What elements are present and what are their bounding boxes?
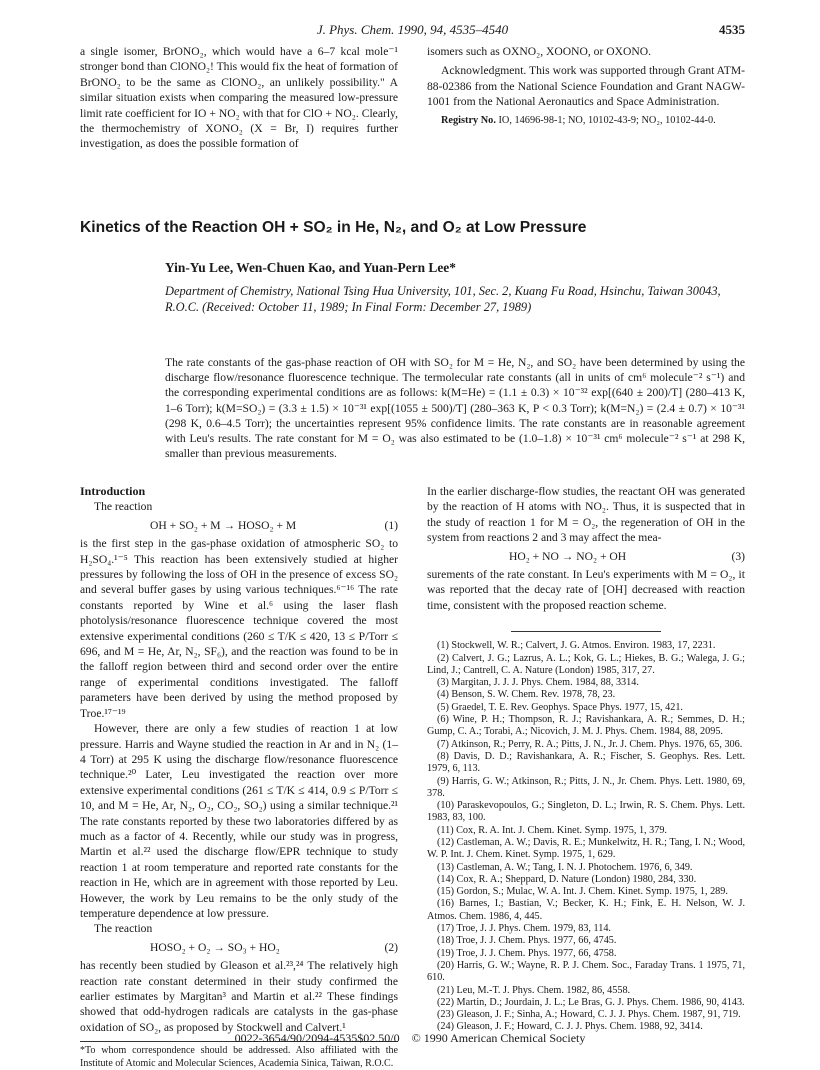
reference-item: (21) Leu, M.-T. J. Phys. Chem. 1982, 86, 4558. — [437, 984, 631, 996]
body-paragraph: However, there are only a few studies of reaction 1 at low pressure. Harris and Wayne studied the reaction in Ar and in N₂ (1–4 Torr) at 295 K using the discharge flow/resonance fluorescence technique.²⁰ Later, Leu investigated the reaction over more extensive experimental conditions (261 ≤ T/K ≤ 414, 0.9 ≤ P/Torr ≤ 10, and M = He, Ar, N₂, O₂, CO₂, SO₂) using a similar technique.²¹ The rate constants reported by these two laboratories differed by as much as a factor of 4. Recently, while our study was in progress, Martin et al.²² used the discharge flow/EPR technique to study reaction 1 at room temperature and reported rate constants for the reaction in He, which are in agreement with those reported by Leu. However, the work by Leu remains to be the only study of the temperature dependence at low pressure. — [80, 722, 398, 920]
body-paragraph: In the earlier discharge-flow studies, the reactant OH was generated by the reaction of H atoms with NO₂. Thus, it is suspected that in the study of reaction 1 for M = O₂, the regeneration of OH in the system from reactions 2 and 3 may affect the mea- — [427, 485, 745, 545]
running-head — [80, 22, 745, 38]
reference-item: (10) Paraskevopoulos, G.; Singleton, D. L.; Irwin, R. S. Chem. Phys. Lett. 1983, 83, 100. — [427, 800, 745, 824]
reference-item: (16) Barnes, I.; Bastian, V.; Becker, K. H.; Fink, E. H. Nelson, W. J. Atmos. Chem. 1986, 4, 445. — [427, 898, 745, 922]
equation-1 — [80, 518, 398, 533]
reference-item: (2) Calvert, J. G.; Lazrus, A. L.; Kok, G. L.; Hiekes, B. G.; Walega, J. G.; Lind, J.; Cantrell, C. A. Nature (London) 1985, 317, 27. — [427, 652, 745, 676]
reference-list — [427, 640, 745, 1034]
introduction-column-right — [427, 484, 745, 1034]
section-heading-introduction: Introduction — [80, 484, 146, 498]
references-divider — [511, 631, 661, 632]
equation-3 — [427, 549, 745, 564]
reference-item: (5) Graedel, T. E. Rev. Geophys. Space Phys. 1977, 15, 421. — [437, 701, 683, 713]
author-affiliation: Department of Chemistry, National Tsing Hua University, 101, Sec. 2, Kuang Fu Road, Hsinchu, Taiwan 30043, R.O.C. (Received: October 11, 1989; In Final Form: December 27, 1989) — [165, 284, 721, 314]
equation-1-number: (1) — [384, 518, 398, 532]
equation-1-text: OH + SO₂ + M → HOSO₂ + M — [150, 518, 297, 532]
article-title: Kinetics of the Reaction OH + SO₂ in He, N₂, and O₂ at Low Pressure — [80, 219, 587, 236]
reference-item: (8) Davis, D. D.; Ravishankara, A. R.; Fischer, S. Geophys. Res. Lett. 1979, 6, 113. — [427, 750, 745, 775]
body-paragraph: surements of the rate constant. In Leu's experiments with M = O₂, it was reported that the decay rate of [OH] decreased with reaction time, consistent with the proposed reaction scheme. — [427, 568, 745, 612]
previous-article-left-column — [80, 44, 398, 152]
reference-item: (1) Stockwell, W. R.; Calvert, J. G. Atmos. Environ. 1983, 17, 2231. — [437, 640, 716, 652]
article-abstract: The rate constants of the gas-phase reaction of OH with SO₂ for M = He, N₂, and SO₂ have been determined by using the discharge flow/resonance fluorescence technique. The termolecular rate constants (all in units of cm⁶ molecule⁻² s⁻¹) and the corresponding experimental conditions are as follows: k(M=He) = (1.1 ± 0.3) × 10⁻³² exp[(640 ± 200)/T] (280–413 K, 1–6 Torr); k(M=SO₂) = (3.3 ± 1.5) × 10⁻³¹ exp[(1055 ± 500)/T] (280–363 K, P < 0.3 Torr); k(M=N₂) = (2.4 ± 0.7) × 10⁻³¹ (298 K, 0.6–4.5 Torr); the uncertainties represent 95% confidence limits. The rate constants are in reasonable agreement with Leu's results. The rate constant for M = O₂ was also estimated to be (1.0–1.8) × 10⁻³¹ cm⁶ molecule⁻² s⁻¹ at 298 K, smaller than previous measurements. — [165, 356, 745, 461]
reference-item: (12) Castleman, A. W.; Davis, R. E.; Munkelwitz, H. R.; Tang, I. N.; Wood, W. P. Int. J. Chem. Kinet. Symp. 1975, 1, 629. — [427, 837, 745, 861]
registry-label: Registry No. — [441, 114, 496, 126]
registry-numbers — [427, 113, 745, 128]
copyright-notice: © 1990 American Chemical Society — [411, 1031, 586, 1045]
reference-item: (20) Harris, G. W.; Wayne, R. P. J. Chem. Soc., Faraday Trans. 1 1975, 71, 610. — [427, 959, 745, 984]
reference-item: (19) Troe, J. J. Chem. Phys. 1977, 66, 4758. — [437, 947, 617, 959]
reference-item: (18) Troe, J. J. Chem. Phys. 1977, 66, 4745. — [437, 935, 617, 947]
body-paragraph: is the first step in the gas-phase oxidation of atmospheric SO₂ to H₂SO₄.¹⁻⁵ This reaction has been extensively studied at higher pressures by following the loss of OH in the presence of excess SO₂ and several buffer gases by using various techniques.⁶⁻¹⁶ The rate constants reported by Wine et al.⁶ using the laser flash photolysis/resonance fluorescence technique covered the most extensive experimental conditions (260 ≤ T/K ≤ 420, 13 ≤ P/Torr ≤ 696, and M = He, Ar, N₂, SF₆), and the reaction was found to be in the falloff region between third and second order over the entire range of experimental conditions investigated. The falloff parameters have been derived by using the method proposed by Troe.¹⁷⁻¹⁹ — [80, 537, 398, 720]
reference-item: (7) Atkinson, R.; Perry, R. A.; Pitts, J. N., Jr. J. Chem. Phys. 1976, 65, 306. — [437, 738, 743, 750]
body-paragraph: The reaction — [94, 500, 153, 514]
reference-item: (22) Martin, D.; Jourdain, J. L.; Le Bras, G. J. Phys. Chem. 1986, 90, 4143. — [437, 996, 745, 1008]
acknowledgment: Acknowledgment. This work was supported through Grant ATM-88-02386 from the National Science Foundation and Grant NAGW-1001 from the National Aeronautics and Space Administration. — [427, 64, 745, 109]
body-paragraph: The reaction — [94, 922, 153, 936]
reference-item: (17) Troe, J. J. Phys. Chem. 1979, 83, 114. — [437, 923, 611, 935]
registry-text: IO, 14696-98-1; NO, 10102-43-9; NO₂, 10102-44-0. — [498, 114, 716, 126]
correspondence-footnote: *To whom correspondence should be addressed. Also affiliated with the Institute of Atomic and Molecular Sciences, Academia Sinica, Taiwan, R.O.C. — [80, 1045, 398, 1069]
page-footer — [0, 1031, 820, 1046]
reference-item: (11) Cox, R. A. Int. J. Chem. Kinet. Symp. 1975, 1, 379. — [437, 824, 667, 836]
reference-item: (15) Gordon, S.; Mulac, W. A. Int. J. Chem. Kinet. Symp. 1975, 1, 289. — [437, 886, 728, 898]
reference-item: (13) Castleman, A. W.; Tang, I. N. J. Photochem. 1976, 6, 349. — [437, 861, 693, 873]
reference-item: (14) Cox, R. A.; Sheppard, D. Nature (London) 1980, 284, 330. — [437, 873, 697, 885]
previous-article-continuation: isomers such as OXNO₂, XOONO, or OXONO. — [427, 45, 651, 58]
reference-item: (24) Gleason, J. F.; Howard, C. J. J. Phys. Chem. 1988, 92, 3414. — [437, 1021, 703, 1033]
article-authors: Yin-Yu Lee, Wen-Chuen Kao, and Yuan-Pern Lee* — [165, 260, 456, 275]
equation-2-text: HOSO₂ + O₂ → SO₃ + HO₂ — [150, 940, 280, 954]
previous-article-right-column — [427, 44, 745, 128]
reference-item: (9) Harris, G. W.; Atkinson, R.; Pitts, J. N., Jr. Chem. Phys. Lett. 1980, 69, 378. — [427, 775, 745, 799]
page-number: 4535 — [719, 22, 745, 37]
publication-code: 0022-3654/90/2094-4535$02.50/0 — [234, 1031, 400, 1045]
reference-item: (3) Margitan, J. J. J. Phys. Chem. 1984, 88, 3314. — [437, 677, 639, 689]
equation-2 — [80, 940, 398, 955]
reference-item: (23) Gleason, J. F.; Sinha, A.; Howard, C. J. J. Phys. Chem. 1987, 91, 719. — [437, 1009, 741, 1021]
introduction-column-left — [80, 484, 398, 1070]
equation-3-number: (3) — [731, 549, 745, 563]
equation-3-text: HO₂ + NO → NO₂ + OH — [509, 549, 627, 563]
equation-2-number: (2) — [384, 940, 398, 954]
reference-item: (4) Benson, S. W. Chem. Rev. 1978, 78, 23. — [437, 689, 616, 701]
reference-item: (6) Wine, P. H.; Thompson, R. J.; Ravishankara, A. R.; Semmes, D. H.; Gump, C. A.; Torabi, A.; Nicovich, J. M. J. Phys. Chem. 1984, 88, 2095. — [427, 714, 745, 738]
body-paragraph: has recently been studied by Gleason et al.²³,²⁴ The relatively high reaction rate constant determined in their study confirmed the earlier estimates by Margitan³ and Martin et al.²² These findings showed that odd-hydrogen radicals are catalysts in the gas-phase oxidation of SO₂, as proposed by Stockwell and Calvert.¹ — [80, 959, 398, 1034]
previous-article-text: a single isomer, BrONO₂, which would have a 6–7 kcal mole⁻¹ stronger bond than ClONO₂! This would fix the heat of formation of BrONO₂ to be the same as ClONO₂, an unlikely possibility." A similar situation exists when comparing the measured low-pressure limit rate coefficient for IO + NO₂ with that for ClO + NO₂. Clearly, the thermochemistry of XONO₂ (X = Br, I) requires further investigation, as does the possible formation of — [80, 45, 398, 151]
journal-citation: J. Phys. Chem. 1990, 94, 4535–4540 — [316, 22, 509, 37]
